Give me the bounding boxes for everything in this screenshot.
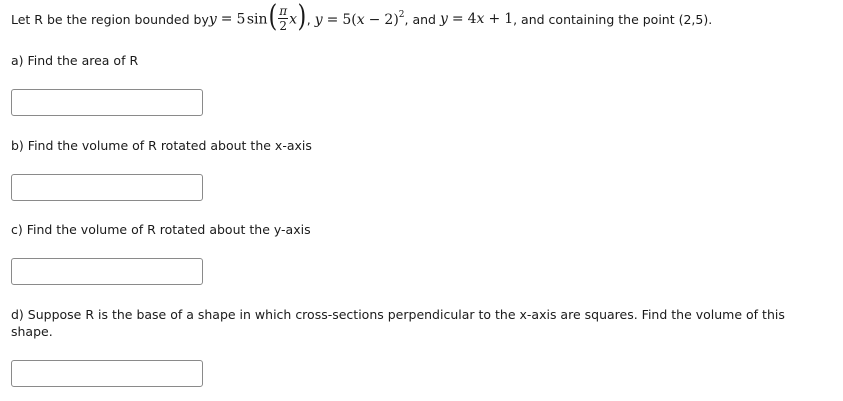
eq2-exponent: 2 [398,10,405,20]
eq1-coef: 5 [236,11,246,27]
eq3-const: 1 [504,11,514,27]
eq2-var: x [356,12,365,28]
eq1-frac-den: 2 [279,18,288,33]
eq3-var: x [476,11,485,27]
and-text: , and [404,11,436,27]
eq2-rhs: 5( [342,12,357,28]
eq3-equals: = [451,11,464,27]
problem-statement [11,0,713,34]
equation-3 [440,11,513,27]
intro-lead-text: Let R be the region bounded by [11,11,209,27]
question-b: b) Find the volume of R rotated about the x-axis [11,138,312,153]
answer-c-input[interactable] [11,258,203,285]
equation-2 [315,10,405,28]
eq2-tail: 2) [384,12,399,28]
eq1-frac-num: π [279,3,288,18]
equation-1 [208,0,307,34]
question-d: d) Suppose R is the base of a shape in which cross-sections perpendicular to the x-axis are squares. Find the volume of this shape. [11,307,785,339]
answer-d-input[interactable] [11,360,203,387]
question-a: a) Find the area of R [11,53,139,68]
eq3-plus: + [488,11,501,27]
question-c: c) Find the volume of R rotated about the y-axis [11,222,311,237]
eq1-var: x [289,11,298,27]
answer-a-input[interactable] [11,89,203,116]
intro-tail-text: , and containing the point (2,5). [513,11,713,27]
eq1-equals: = [220,11,233,27]
separator-1: , [306,11,311,27]
eq1-left-paren: ( [267,0,277,34]
eq1-fraction [278,5,288,32]
eq1-func: sin [246,11,268,27]
eq1-right-paren: ) [297,0,307,34]
eq3-coef: 4 [467,11,477,27]
eq1-lhs: y [208,11,217,27]
answer-b-input[interactable] [11,174,203,201]
eq3-lhs: y [439,11,448,27]
eq2-equals: = [326,12,339,28]
eq2-lhs: y [314,12,323,28]
eq2-minus: − [368,12,381,28]
